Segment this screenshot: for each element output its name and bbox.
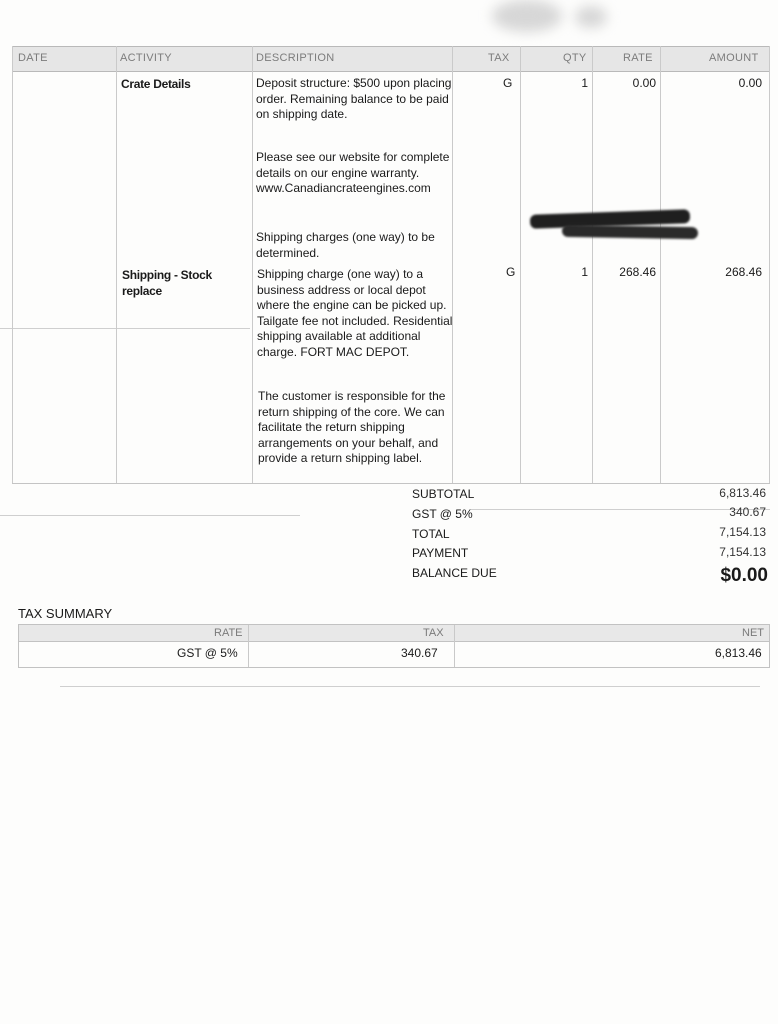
column-divider xyxy=(454,625,455,667)
total-value: 7,154.13 xyxy=(719,525,766,539)
column-divider xyxy=(660,46,661,484)
payment-label: PAYMENT xyxy=(412,546,469,560)
gst-value: 340.67 xyxy=(729,505,766,519)
column-divider xyxy=(252,46,253,484)
tax-summary-header-net: NET xyxy=(742,627,764,639)
table-header xyxy=(12,46,770,72)
scan-line xyxy=(470,509,770,510)
row-description: The customer is responsible for the return shipping of the core. We can facilitate the return shipping arrangements on your behalf, and provide a return shipping label. xyxy=(258,389,446,466)
header-qty: QTY xyxy=(563,52,587,64)
row-description: Deposit structure: $500 upon placing order. Remaining balance to be paid on shipping date. xyxy=(256,76,452,122)
row-qty: 1 xyxy=(581,76,588,90)
row-rate: 268.46 xyxy=(619,265,656,279)
row-tax-code: G xyxy=(506,265,516,279)
row-description: Please see our website for complete details on our engine warranty. www.Canadiancrateengines.com xyxy=(256,150,450,196)
total-label: TOTAL xyxy=(412,527,450,541)
scan-line xyxy=(60,686,760,687)
column-divider xyxy=(116,46,117,484)
row-tax-code: G xyxy=(503,76,513,90)
header-rate: RATE xyxy=(623,52,653,64)
row-description: Shipping charge (one way) to a business address or local depot where the engine can be picked up. Tailgate fee not included. Residential shipping available at additional charge. FORT MAC DEPOT. xyxy=(257,267,453,359)
line-items-table xyxy=(12,46,770,484)
balance-due-value: $0.00 xyxy=(720,565,768,586)
column-divider xyxy=(769,46,770,484)
scan-smudge xyxy=(575,6,607,28)
row-amount: 0.00 xyxy=(738,76,762,90)
header-description: DESCRIPTION xyxy=(256,52,335,64)
row-qty: 1 xyxy=(581,265,588,279)
gst-label: GST @ 5% xyxy=(412,507,473,521)
row-rate: 0.00 xyxy=(632,76,656,90)
row-activity: Crate Details xyxy=(121,77,191,91)
redaction-mark xyxy=(562,225,698,239)
tax-summary-title: TAX SUMMARY xyxy=(18,606,113,621)
subtotal-label: SUBTOTAL xyxy=(412,487,475,501)
subtotal-value: 6,813.46 xyxy=(719,486,766,500)
payment-value: 7,154.13 xyxy=(719,545,766,559)
column-divider xyxy=(520,46,521,484)
tax-summary-table xyxy=(18,624,770,668)
column-divider xyxy=(248,625,249,667)
header-date: DATE xyxy=(18,52,48,64)
tax-summary-tax: 340.67 xyxy=(401,646,438,660)
tax-summary-header-rate: RATE xyxy=(214,627,243,639)
header-amount: AMOUNT xyxy=(709,52,759,64)
balance-due-label: BALANCE DUE xyxy=(412,566,497,580)
scan-line xyxy=(0,515,300,516)
scan-smudge xyxy=(492,0,562,32)
row-description: Shipping charges (one way) to be determined. xyxy=(256,230,435,260)
column-divider xyxy=(12,46,13,484)
tax-summary-header xyxy=(19,625,769,642)
tax-summary-header-tax: TAX xyxy=(423,627,444,639)
header-tax: TAX xyxy=(488,52,510,64)
row-amount: 268.46 xyxy=(725,265,762,279)
tax-summary-net: 6,813.46 xyxy=(715,646,762,660)
header-activity: ACTIVITY xyxy=(120,52,172,64)
table-bottom-border xyxy=(12,483,770,484)
tax-summary-rate: GST @ 5% xyxy=(177,646,238,660)
row-activity: Shipping - Stock replace xyxy=(122,268,212,298)
